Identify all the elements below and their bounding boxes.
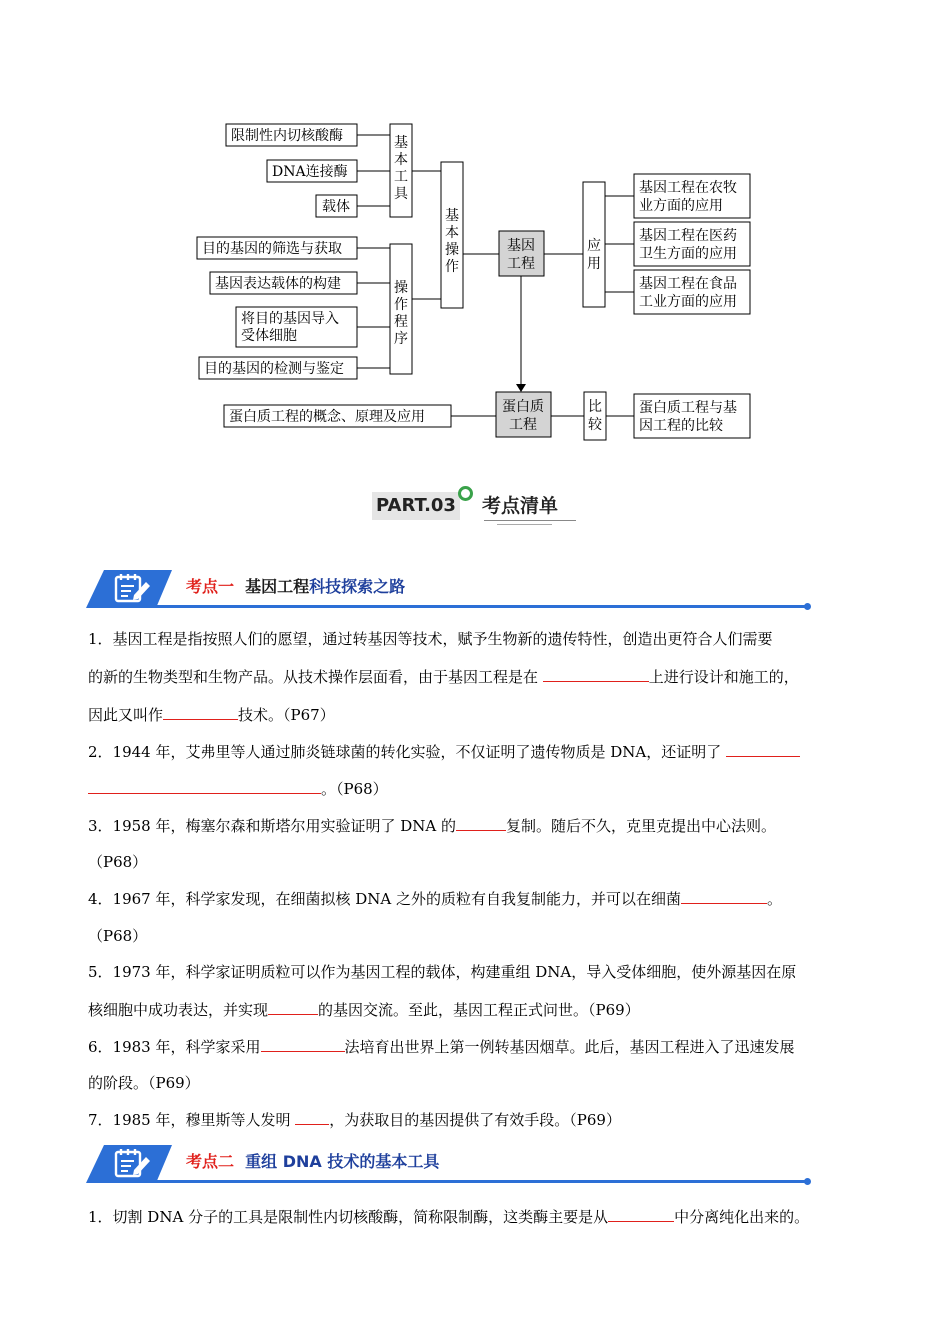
compare-result-2: 因工程的比较 bbox=[639, 418, 723, 434]
text-run: 核细胞中成功表达，并实现 bbox=[88, 1001, 269, 1019]
text-run: 的新的生物类型和生物产品。从技术操作层面看，由于基因工程是在 bbox=[88, 668, 543, 686]
section-title bbox=[186, 574, 405, 597]
text-run: 技术。（P67） bbox=[238, 706, 335, 724]
blank-field[interactable] bbox=[726, 741, 800, 757]
paragraph-line: （P68） bbox=[88, 853, 148, 871]
ring-icon bbox=[458, 486, 473, 501]
paragraph-line: 1．基因工程是指按照人们的愿望，通过转基因等技术，赋予生物新的遗传特性，创造出更符合人们需要 bbox=[88, 630, 773, 648]
application-med-1: 基因工程在医药 bbox=[639, 228, 737, 244]
blank-field[interactable] bbox=[456, 815, 506, 831]
compare-result-1: 蛋白质工程与基 bbox=[639, 400, 737, 416]
basic-op-label-char: 作 bbox=[445, 259, 459, 275]
text-run: 4．1967 年，科学家发现，在细菌拟核 DNA 之外的质粒有自我复制能力，并可以在细菌 bbox=[88, 890, 682, 908]
text-run: 复制。随后不久，克里克提出中心法则。 bbox=[506, 817, 777, 835]
paragraph-line bbox=[88, 1036, 795, 1057]
text-run: 。 bbox=[767, 890, 783, 908]
procedure-item-screen: 目的基因的筛选与获取 bbox=[202, 241, 342, 257]
application-label-char: 应 bbox=[587, 238, 601, 254]
section-rule bbox=[146, 1180, 808, 1183]
section-header-2 bbox=[86, 1143, 812, 1189]
compare-label-char: 较 bbox=[588, 417, 602, 433]
section-title-a: 重组 DNA 技术的基本工具 bbox=[245, 1152, 440, 1171]
text-run: 2．1944 年，艾弗里等人通过肺炎链球菌的转化实验，不仅证明了遗传物质是 DNA，还证明了 bbox=[88, 743, 727, 761]
paragraph-line: （P68） bbox=[88, 927, 148, 945]
notepad-pencil-icon bbox=[86, 568, 176, 608]
blank-field[interactable] bbox=[88, 778, 321, 794]
part-header bbox=[372, 486, 592, 526]
procedure-label-char: 程 bbox=[394, 314, 408, 330]
procedure-label-char: 序 bbox=[394, 331, 408, 347]
application-med-2: 卫生方面的应用 bbox=[639, 246, 737, 262]
tools-label-char: 基 bbox=[394, 135, 408, 151]
text-run: 6．1983 年，科学家采用 bbox=[88, 1038, 261, 1056]
compare-label-char: 比 bbox=[588, 399, 602, 415]
basic-op-label-char: 本 bbox=[445, 225, 459, 241]
section-rule bbox=[146, 605, 808, 608]
paragraph-line bbox=[88, 1109, 621, 1130]
section-title-b: 科技探索之路 bbox=[309, 577, 406, 596]
blank-field[interactable] bbox=[163, 704, 238, 720]
concept-map-diagram bbox=[0, 0, 950, 460]
tools-label-char: 本 bbox=[394, 152, 408, 168]
application-label-char: 用 bbox=[587, 256, 601, 272]
section-title-a: 基因工程 bbox=[245, 577, 310, 596]
application-agri-1: 基因工程在农牧 bbox=[639, 180, 737, 196]
blank-field[interactable] bbox=[268, 999, 318, 1015]
text-run: 因此又叫作 bbox=[88, 706, 164, 724]
protein-eng-label: 蛋白质 bbox=[502, 399, 544, 415]
tools-label-char: 具 bbox=[394, 186, 408, 202]
part-title: 考点清单 bbox=[482, 495, 559, 517]
part-label: PART.03 bbox=[372, 492, 460, 520]
blank-field[interactable] bbox=[543, 666, 649, 682]
section-rule-dot bbox=[804, 603, 811, 610]
paragraph-line bbox=[88, 778, 388, 799]
divider bbox=[484, 520, 576, 521]
section-rule-dot bbox=[804, 1178, 811, 1185]
basic-op-label-char: 基 bbox=[445, 208, 459, 224]
paragraph-line bbox=[88, 704, 335, 725]
section-prefix: 考点一 bbox=[186, 577, 235, 596]
paragraph-line bbox=[88, 666, 799, 687]
text-run: 3．1958 年，梅塞尔森和斯塔尔用实验证明了 DNA 的 bbox=[88, 817, 457, 835]
divider bbox=[497, 524, 552, 525]
blank-field[interactable] bbox=[295, 1109, 329, 1125]
procedure-item-construct: 基因表达载体的构建 bbox=[215, 276, 341, 292]
text-run: 。（P68） bbox=[321, 780, 388, 798]
basic-op-label-char: 操 bbox=[445, 242, 459, 258]
application-food-2: 工业方面的应用 bbox=[639, 294, 737, 310]
tool-item-dna-ligase: DNA连接酶 bbox=[272, 164, 348, 180]
paragraph-line: 5．1973 年，科学家证明质粒可以作为基因工程的载体，构建重组 DNA，导入受体细胞，使外源基因在原 bbox=[88, 963, 797, 981]
protein-left-item: 蛋白质工程的概念、原理及应用 bbox=[229, 409, 425, 425]
paragraph-line bbox=[88, 741, 800, 762]
center-label: 基因 bbox=[507, 238, 535, 254]
tool-item-vector: 载体 bbox=[322, 199, 350, 215]
protein-eng-label: 工程 bbox=[509, 417, 537, 433]
text-run: 上进行设计和施工的， bbox=[648, 668, 799, 686]
procedure-label-char: 操 bbox=[394, 280, 408, 296]
procedure-item-import-2: 受体细胞 bbox=[241, 328, 297, 344]
blank-field[interactable] bbox=[608, 1206, 674, 1222]
section-prefix: 考点二 bbox=[186, 1152, 235, 1171]
application-food-1: 基因工程在食品 bbox=[639, 276, 737, 292]
text-run: 7．1985 年，穆里斯等人发明 bbox=[88, 1111, 296, 1129]
blank-field[interactable] bbox=[261, 1036, 345, 1052]
notepad-pencil-icon bbox=[86, 1143, 176, 1183]
blank-field[interactable] bbox=[681, 888, 767, 904]
application-agri-2: 业方面的应用 bbox=[639, 198, 723, 214]
text-run: 中分离纯化出来的。 bbox=[674, 1208, 810, 1226]
center-label: 工程 bbox=[507, 256, 535, 272]
paragraph-line bbox=[88, 999, 640, 1020]
paragraph-line bbox=[88, 1206, 809, 1227]
tool-item-restriction-enzyme: 限制性内切核酸酶 bbox=[231, 128, 343, 144]
section-header-1 bbox=[86, 568, 812, 614]
procedure-item-import-1: 将目的基因导入 bbox=[241, 311, 339, 327]
tools-label-char: 工 bbox=[394, 169, 408, 185]
paragraph-line bbox=[88, 815, 776, 836]
text-run: 法培育出世界上第一例转基因烟草。此后，基因工程进入了迅速发展 bbox=[344, 1038, 795, 1056]
procedure-item-detect: 目的基因的检测与鉴定 bbox=[204, 361, 344, 377]
paragraph-line: 的阶段。（P69） bbox=[88, 1074, 200, 1092]
paragraph-line bbox=[88, 888, 782, 909]
text-run: 1．切割 DNA 分子的工具是限制性内切核酸酶，简称限制酶，这类酶主要是从 bbox=[88, 1208, 609, 1226]
section-title bbox=[186, 1149, 439, 1172]
procedure-label-char: 作 bbox=[394, 297, 408, 313]
text-run: 的基因交流。至此，基因工程正式问世。（P69） bbox=[318, 1001, 640, 1019]
text-run: ，为获取目的基因提供了有效手段。（P69） bbox=[329, 1111, 621, 1129]
